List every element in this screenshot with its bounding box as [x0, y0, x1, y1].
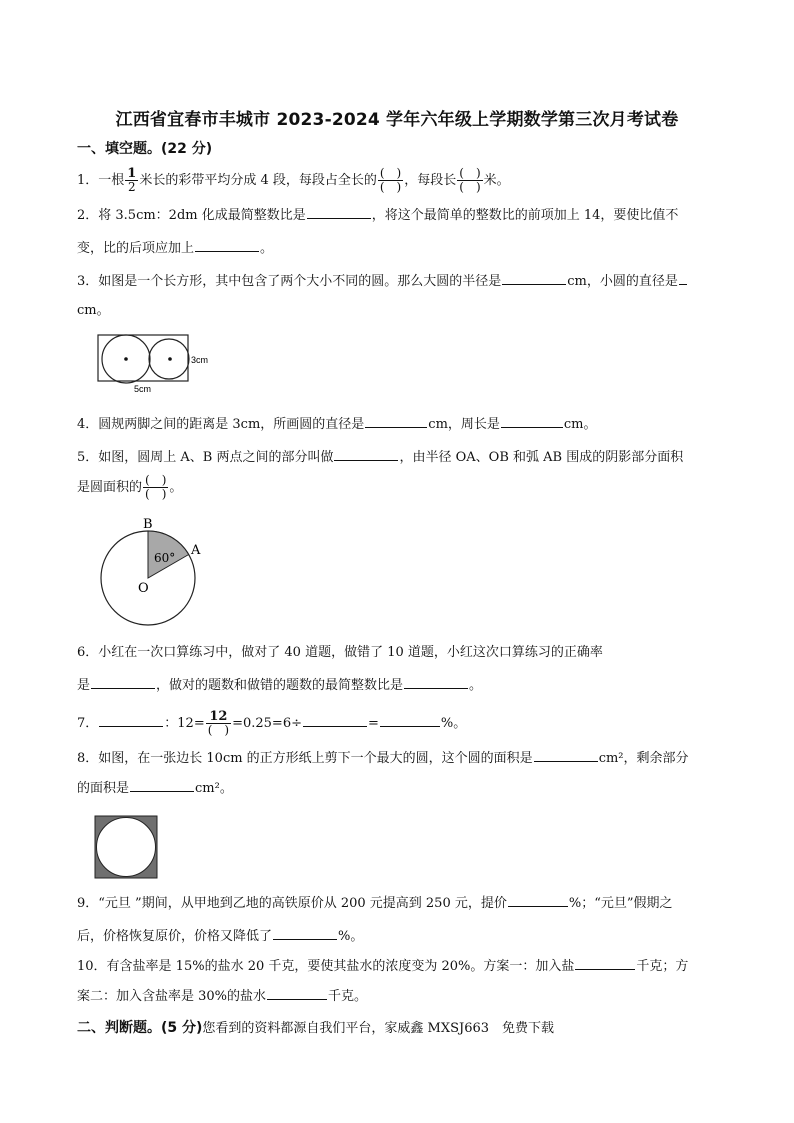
q7-blank-2[interactable]	[303, 714, 367, 727]
question-9-line-2: 后，价格恢复原价，价格又降低了 %。	[77, 929, 364, 944]
q7-fraction[interactable]: $\frac{12}{( )}$	[207, 709, 230, 737]
question-2-line-2: 变，比的后项应加上 。	[77, 241, 274, 256]
q4-blank-2[interactable]	[501, 415, 563, 428]
question-10-line-2: 案二：加入含盐率是 30%的盐水 千克。	[77, 989, 368, 1004]
q9-blank-2[interactable]	[273, 927, 337, 940]
question-4: 4．圆规两脚之间的距离是 3cm，所画圆的直径是 cm，周长是 cm。	[77, 417, 597, 432]
large-circle-center	[124, 357, 128, 361]
small-circle-center	[168, 357, 172, 361]
question-6-line-1: 6．小红在一次口算练习中，做对了 40 道题，做错了 10 道题，小红这次口算练习的正确率	[77, 645, 603, 660]
q1-answer-fraction-2[interactable]: $\frac{( )}{( )}$	[459, 166, 481, 194]
question-3-line-2: cm。	[77, 303, 110, 318]
page-title: 江西省宜春市丰城市 2023-2024 学年六年级上学期数学第三次月考试卷	[115, 110, 679, 130]
question-2-line-1: 2．将 3.5cm：2dm 化成最简整数比是 ，将这个最简单的整数比的前项加上 14，要使比值不	[77, 208, 679, 223]
q6-blank-1[interactable]	[91, 676, 155, 689]
q1-text-c: ，每段长	[404, 173, 457, 188]
question-1	[77, 167, 510, 194]
question-10-line-1: 10．有含盐率是 15%的盐水 20 千克，要使其盐水的浓度变为 20%。方案一：加入盐 千克；方	[77, 959, 689, 974]
center-o-label: O	[138, 581, 149, 596]
q1-text-b: 米长的彩带平均分成 4 段，每段占全长的	[139, 173, 377, 188]
question-7: 7． ：12= $\frac{12}{( )}$ =0.25=6÷ = %。	[77, 709, 467, 737]
q1-text-a: 1．一根	[77, 173, 125, 188]
question-8-line-1: 8．如图，在一张边长 10cm 的正方形纸上剪下一个最大的圆，这个圆的面积是 cm²，剩余部分	[77, 751, 689, 766]
section-heading-fill-blank	[77, 140, 212, 159]
source-note: 您看到的资料都源自我们平台，家威鑫 MXSJ663 免费下载	[202, 1021, 555, 1036]
q8-blank-1[interactable]	[534, 749, 598, 762]
q6-blank-2[interactable]	[404, 676, 468, 689]
circle-sector-figure	[98, 516, 208, 628]
q1-text-d: 米。	[483, 173, 510, 188]
width-label: 5cm	[134, 384, 152, 393]
height-label: 3cm	[191, 355, 209, 365]
q7-blank-1[interactable]	[99, 714, 163, 727]
question-5-line-1: 5．如图，圆周上 A、B 两点之间的部分叫做 ，由半径 OA、OB 和弧 AB 围成的阴影部分面积	[77, 450, 684, 465]
q5-blank-1[interactable]	[334, 448, 398, 461]
section-2-title: 二、判断题。(5 分)	[77, 1020, 203, 1036]
q1-answer-fraction-1[interactable]: $\frac{( )}{( )}$	[379, 166, 402, 194]
q2-blank-2[interactable]	[195, 239, 259, 252]
q3-blank-1[interactable]	[502, 272, 566, 285]
q7-blank-3[interactable]	[380, 714, 440, 727]
question-9-line-1: 9．“元旦 ”期间，从甲地到乙地的高铁原价从 200 元提高到 250 元，提价 %；“元旦”假期之	[77, 896, 673, 911]
square-circle-figure	[94, 815, 160, 881]
q10-blank-1[interactable]	[575, 957, 635, 970]
q8-blank-2[interactable]	[130, 779, 194, 792]
cut-circle	[97, 818, 156, 877]
point-a-label: A	[191, 543, 201, 558]
angle-label: 60°	[154, 551, 176, 565]
question-8-line-2: 的面积是 cm²。	[77, 781, 233, 796]
question-5-line-2: 是圆面积的 $\frac{( )}{( )}$ 。	[77, 473, 183, 501]
point-b-label: B	[143, 517, 153, 532]
q1-fraction-one-half: $\frac{1}{2}$	[127, 166, 137, 194]
section-heading-judgement	[77, 1019, 554, 1038]
question-6-line-2: 是 ，做对的题数和做错的题数的最简整数比是 。	[77, 678, 483, 693]
q3-blank-2[interactable]	[679, 272, 687, 285]
q9-blank-1[interactable]	[508, 894, 568, 907]
question-3-line-1: 3．如图是一个长方形，其中包含了两个大小不同的圆。那么大圆的半径是 cm，小圆的直径是	[77, 272, 688, 291]
q4-blank-1[interactable]	[365, 415, 427, 428]
section-1-title: 一、填空题。(22 分)	[77, 141, 213, 157]
q2-blank-1[interactable]	[307, 206, 371, 219]
q5-answer-fraction[interactable]: $\frac{( )}{( )}$	[145, 473, 167, 501]
rectangle-two-circles-figure	[94, 333, 224, 393]
q10-blank-2[interactable]	[267, 987, 327, 1000]
